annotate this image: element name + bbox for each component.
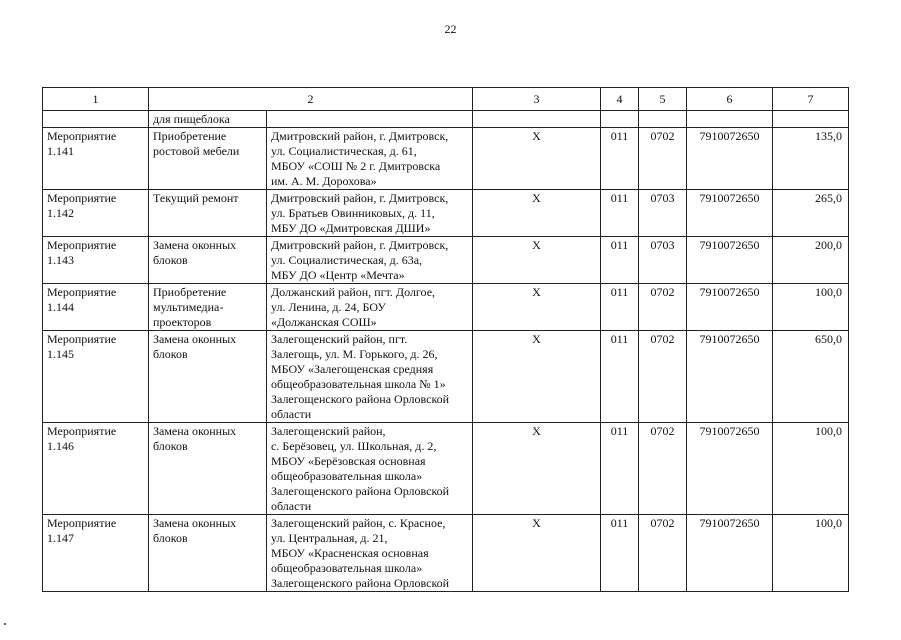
cell-amount: 100,0 <box>773 284 849 331</box>
cell-text: блоков <box>153 253 188 267</box>
cell-text: 1.146 <box>47 439 74 453</box>
cell-text: области <box>271 407 312 421</box>
cell-text: 1.145 <box>47 347 74 361</box>
cell-text: Замена оконных <box>153 238 237 252</box>
header-col-7: 7 <box>773 88 849 111</box>
cell-activity-type <box>149 237 267 284</box>
header-col-6: 6 <box>687 88 773 111</box>
cell-activity-type <box>149 111 267 128</box>
cell-activity-number <box>43 515 149 592</box>
cell-col-4: 011 <box>601 128 639 190</box>
cell-text: блоков <box>153 531 188 545</box>
table-row <box>43 515 849 592</box>
cell-col-4: 011 <box>601 331 639 423</box>
cell-col-5: 0702 <box>639 331 687 423</box>
cell-col-6: 7910072650 <box>687 515 773 592</box>
cell-col-6: 7910072650 <box>687 423 773 515</box>
cell-text: 1.142 <box>47 206 74 220</box>
cell-text: ул. Ленина, д. 24, БОУ <box>271 300 386 314</box>
cell-text: Залегощенского района Орловской <box>271 392 450 406</box>
cell-activity-number <box>43 128 149 190</box>
cell-text: Мероприятие <box>47 238 117 252</box>
table-row <box>43 190 849 237</box>
cell-col-5: 0703 <box>639 190 687 237</box>
cell-activity-address <box>267 284 473 331</box>
cell-activity-address <box>267 237 473 284</box>
cell-text: МБУ ДО «Центр «Мечта» <box>271 268 405 282</box>
scan-speck <box>4 623 6 625</box>
cell-empty <box>639 111 687 128</box>
cell-text: ростовой мебели <box>153 144 240 158</box>
cell-text: Дмитровский район, г. Дмитровск, <box>271 238 449 252</box>
cell-text: Дмитровский район, г. Дмитровск, <box>271 129 449 143</box>
cell-empty <box>473 111 601 128</box>
cell-activity-type <box>149 190 267 237</box>
cell-activity-number <box>43 423 149 515</box>
cell-text: проекторов <box>153 315 212 329</box>
cell-col-3: Х <box>473 515 601 592</box>
cell-col-4: 011 <box>601 190 639 237</box>
cell-activity-address <box>267 331 473 423</box>
table-row <box>43 237 849 284</box>
cell-activity-type <box>149 284 267 331</box>
cell-activity-address <box>267 515 473 592</box>
cell-col-4: 011 <box>601 515 639 592</box>
cell-text: Залегощь, ул. М. Горького, д. 26, <box>271 347 438 361</box>
cell-activity-type <box>149 515 267 592</box>
cell-text: Залегощенский район, пгт. <box>271 332 408 346</box>
cell-text: Приобретение <box>153 129 227 143</box>
cell-text: 1.141 <box>47 144 74 158</box>
cell-col-5: 0702 <box>639 128 687 190</box>
cell-text: Дмитровский район, г. Дмитровск, <box>271 191 449 205</box>
cell-text: Мероприятие <box>47 424 117 438</box>
cell-text: Мероприятие <box>47 191 117 205</box>
cell-text: Замена оконных <box>153 424 237 438</box>
cell-col-3: Х <box>473 237 601 284</box>
cell-amount: 265,0 <box>773 190 849 237</box>
cell-text: Залегощенского района Орловской <box>271 576 450 590</box>
cell-col-5: 0702 <box>639 284 687 331</box>
cell-amount: 100,0 <box>773 515 849 592</box>
cell-text: общеобразовательная школа» <box>271 469 423 483</box>
cell-text: 1.147 <box>47 531 74 545</box>
cell-amount: 650,0 <box>773 331 849 423</box>
cell-empty <box>773 111 849 128</box>
cell-col-3: Х <box>473 284 601 331</box>
cell-text: общеобразовательная школа» <box>271 561 423 575</box>
cell-activity-type <box>149 331 267 423</box>
cell-text: блоков <box>153 439 188 453</box>
cell-activity-number <box>43 237 149 284</box>
cell-text: Мероприятие <box>47 332 117 346</box>
cell-text: для пищеблока <box>153 112 230 126</box>
cell-amount: 135,0 <box>773 128 849 190</box>
header-col-1: 1 <box>43 88 149 111</box>
cell-text: Мероприятие <box>47 516 117 530</box>
cell-activity-address <box>267 190 473 237</box>
cell-text: ул. Центральная, д. 21, <box>271 531 388 545</box>
cell-empty <box>601 111 639 128</box>
cell-col-6: 7910072650 <box>687 190 773 237</box>
cell-text: Залегощенского района Орловской <box>271 484 450 498</box>
cell-col-4: 011 <box>601 423 639 515</box>
cell-text: Замена оконных <box>153 516 237 530</box>
cell-activity-address <box>267 128 473 190</box>
cell-col-6: 7910072650 <box>687 331 773 423</box>
table-row <box>43 331 849 423</box>
cell-text: общеобразовательная школа № 1» <box>271 377 446 391</box>
cell-text: мультимедиа- <box>153 300 224 314</box>
table-row <box>43 284 849 331</box>
table-row <box>43 128 849 190</box>
cell-col-3: Х <box>473 190 601 237</box>
cell-text: Залегощенский район, <box>271 424 386 438</box>
page-number: 22 <box>444 22 457 36</box>
header-col-5: 5 <box>639 88 687 111</box>
cell-col-5: 0702 <box>639 515 687 592</box>
header-col-2: 2 <box>149 88 473 111</box>
cell-activity-address <box>267 423 473 515</box>
cell-text: Мероприятие <box>47 129 117 143</box>
cell-amount: 200,0 <box>773 237 849 284</box>
cell-col-4: 011 <box>601 237 639 284</box>
cell-col-4: 011 <box>601 284 639 331</box>
cell-text: МБОУ «Берёзовская основная <box>271 454 426 468</box>
cell-activity-number <box>43 331 149 423</box>
cell-text: Текущий ремонт <box>153 191 239 205</box>
cell-text: МБОУ «Залегощенская средняя <box>271 362 434 376</box>
cell-text: «Должанская СОШ» <box>271 315 377 329</box>
cell-amount: 100,0 <box>773 423 849 515</box>
cell-col-5: 0703 <box>639 237 687 284</box>
cell-col-3: Х <box>473 331 601 423</box>
cell-text: 1.143 <box>47 253 74 267</box>
cell-empty <box>687 111 773 128</box>
header-row <box>43 88 849 111</box>
cell-col-6: 7910072650 <box>687 237 773 284</box>
cell-empty <box>267 111 473 128</box>
cell-text: области <box>271 499 312 513</box>
cell-col-6: 7910072650 <box>687 284 773 331</box>
cell-text: ул. Братьев Овинниковых, д. 11, <box>271 206 435 220</box>
header-col-3: 3 <box>473 88 601 111</box>
budget-table <box>42 87 849 592</box>
cell-text: МБУ ДО «Дмитровская ДШИ» <box>271 221 431 235</box>
cell-activity-number <box>43 190 149 237</box>
cell-text: Приобретение <box>153 285 227 299</box>
cell-text: Залегощенский район, с. Красное, <box>271 516 446 530</box>
cell-text: МБОУ «Красненская основная <box>271 546 429 560</box>
cell-text: блоков <box>153 347 188 361</box>
cell-col-6: 7910072650 <box>687 128 773 190</box>
cell-activity-type <box>149 423 267 515</box>
header-col-4: 4 <box>601 88 639 111</box>
cell-activity-type <box>149 128 267 190</box>
table-row <box>43 423 849 515</box>
cell-text: ул. Социалистическая, д. 61, <box>271 144 417 158</box>
cell-text: с. Берёзовец, ул. Школьная, д. 2, <box>271 439 437 453</box>
cell-col-3: Х <box>473 128 601 190</box>
cell-text: Замена оконных <box>153 332 237 346</box>
cell-col-3: Х <box>473 423 601 515</box>
cell-text: Должанский район, пгт. Долгое, <box>271 285 436 299</box>
cell-text: Мероприятие <box>47 285 117 299</box>
cell-text: ул. Социалистическая, д. 63а, <box>271 253 423 267</box>
cell-activity-number <box>43 284 149 331</box>
cell-text: им. А. М. Дорохова» <box>271 174 377 188</box>
cell-text: 1.144 <box>47 300 74 314</box>
continuation-row <box>43 111 849 128</box>
cell-text: МБОУ «СОШ № 2 г. Дмитровска <box>271 159 441 173</box>
cell-col-5: 0702 <box>639 423 687 515</box>
cell-empty <box>43 111 149 128</box>
